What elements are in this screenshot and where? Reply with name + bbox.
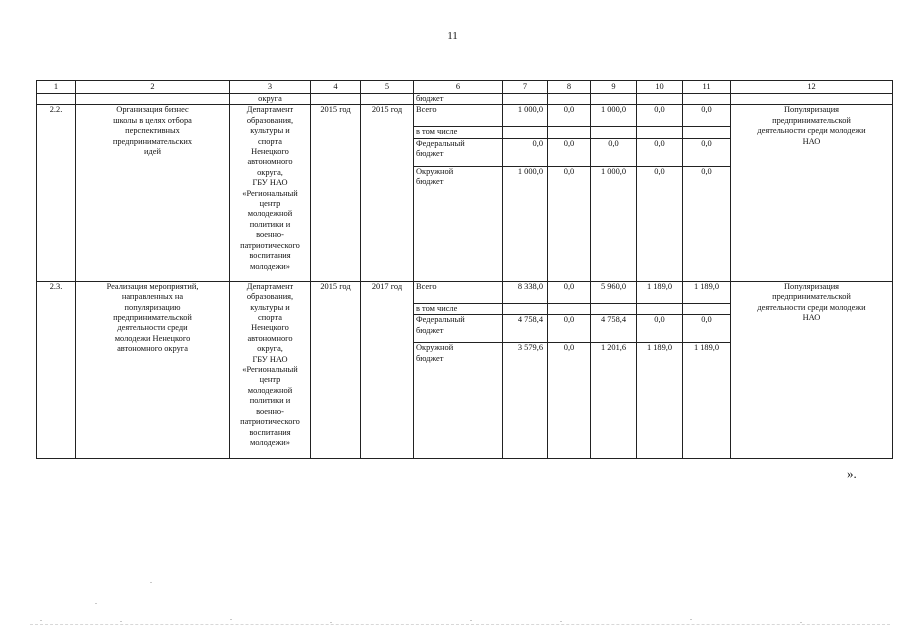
column-number: 5 <box>361 81 414 94</box>
funding-amount-col-7: 1 000,0 <box>503 166 548 281</box>
scan-speck <box>470 620 472 621</box>
funding-amount-col-11: 0,0 <box>683 138 731 166</box>
item-start-year: 2015 год <box>311 105 361 281</box>
text-line: предпринимательской <box>772 115 851 125</box>
text-line: предпринимательской <box>113 313 192 323</box>
scan-speck <box>40 620 42 621</box>
funding-amount-col-11 <box>683 303 731 314</box>
text-line: Окружной <box>416 166 454 176</box>
item-name <box>76 281 230 458</box>
text-line: округа, <box>257 344 283 354</box>
funding-source-label <box>414 315 503 343</box>
funding-amount-col-7 <box>503 127 548 138</box>
text-line: культуры и <box>250 302 290 312</box>
text-line: школы в целях отбора <box>113 115 192 125</box>
text-line: деятельности среди молодежи <box>757 302 866 312</box>
text-line: политики и <box>249 396 291 406</box>
funding-amount-col-8: 0,0 <box>548 138 591 166</box>
text-line: НАО <box>802 313 821 323</box>
funding-amount-col-10: 1 189,0 <box>637 281 683 303</box>
funding-amount-col-11: 0,0 <box>683 166 731 281</box>
text-line: бюджет <box>416 177 444 187</box>
funding-source-label <box>414 166 503 281</box>
funding-source-label <box>414 105 503 127</box>
column-number: 11 <box>683 81 731 94</box>
scan-artifact-line <box>30 624 890 625</box>
item-executor <box>230 105 311 281</box>
funding-amount-col-8 <box>548 303 591 314</box>
text-line: бюджет <box>416 353 444 363</box>
text-line: Федеральный <box>416 315 465 325</box>
item-number: 2.2. <box>37 105 76 281</box>
funding-amount-col-9: 5 960,0 <box>591 281 637 303</box>
funding-amount-col-10: 0,0 <box>637 138 683 166</box>
funding-amount-col-10: 0,0 <box>637 105 683 127</box>
text-line: центр <box>259 375 281 385</box>
funding-amount-col-11: 1 189,0 <box>683 281 731 303</box>
item-expected-result <box>731 281 893 458</box>
column-number: 12 <box>731 81 893 94</box>
program-row <box>37 105 893 127</box>
funding-amount-col-8: 0,0 <box>548 105 591 127</box>
text-line: «Региональный <box>242 365 298 375</box>
continuation-executor: округа <box>230 94 311 105</box>
text-line: Ненецкого <box>251 323 289 333</box>
funding-source-label <box>414 303 503 314</box>
funding-amount-col-9: 1 000,0 <box>591 105 637 127</box>
column-number: 1 <box>37 81 76 94</box>
text-line: Реализация мероприятий, <box>106 281 199 291</box>
text-line: молодежной <box>247 385 293 395</box>
scan-speck <box>230 619 232 620</box>
item-name <box>76 105 230 281</box>
item-expected-result <box>731 105 893 281</box>
text-line: в том числе <box>416 303 458 313</box>
funding-amount-col-9 <box>591 127 637 138</box>
text-line: воспитания <box>249 251 291 261</box>
funding-amount-col-10: 0,0 <box>637 315 683 343</box>
text-line: Организация бизнес <box>116 105 189 115</box>
column-number-row <box>37 81 893 94</box>
funding-amount-col-9 <box>591 303 637 314</box>
funding-amount-col-10 <box>637 303 683 314</box>
funding-amount-col-9: 0,0 <box>591 138 637 166</box>
funding-source-label <box>414 138 503 166</box>
text-line: ГБУ НАО <box>252 354 288 364</box>
text-line: Департамент <box>246 281 294 291</box>
text-line: Ненецкого <box>251 147 289 157</box>
funding-amount-col-8: 0,0 <box>548 343 591 459</box>
text-line: бюджет <box>416 325 444 335</box>
continuation-source: бюджет <box>414 94 503 105</box>
text-line: НАО <box>802 136 821 146</box>
text-line: центр <box>259 199 281 209</box>
text-line: популяризацию <box>124 302 181 312</box>
text-line: округа, <box>257 167 283 177</box>
text-line: молодежи» <box>250 261 290 271</box>
column-number: 9 <box>591 81 637 94</box>
text-line: военно- <box>256 230 284 240</box>
text-line: спорта <box>258 313 282 323</box>
text-line: ГБУ НАО <box>252 178 288 188</box>
text-line: предпринимательских <box>112 136 193 146</box>
funding-amount-col-7: 1 000,0 <box>503 105 548 127</box>
text-line: образования, <box>246 292 294 302</box>
funding-amount-col-7: 8 338,0 <box>503 281 548 303</box>
funding-amount-col-11 <box>683 127 731 138</box>
text-line: Популяризация <box>783 105 840 115</box>
text-line: образования, <box>246 115 294 125</box>
text-line: Федеральный <box>416 138 465 148</box>
funding-amount-col-8 <box>548 127 591 138</box>
text-line: Популяризация <box>783 281 840 291</box>
column-number: 3 <box>230 81 311 94</box>
funding-amount-col-10: 0,0 <box>637 166 683 281</box>
text-line: патриотического <box>240 240 300 250</box>
text-line: автономного <box>247 333 293 343</box>
item-end-year: 2017 год <box>361 281 414 458</box>
text-line: молодежной <box>247 209 293 219</box>
column-number: 4 <box>311 81 361 94</box>
text-line: Всего <box>416 105 437 115</box>
text-line: «Региональный <box>242 188 298 198</box>
text-line: деятельности среди молодежи <box>757 126 866 136</box>
text-line: молодежи Ненецкого <box>114 333 191 343</box>
funding-amount-col-9: 1 201,6 <box>591 343 637 459</box>
scan-speck <box>330 622 332 623</box>
funding-amount-col-8: 0,0 <box>548 315 591 343</box>
funding-amount-col-8: 0,0 <box>548 281 591 303</box>
text-line: перспективных <box>125 126 180 136</box>
text-line: военно- <box>256 406 284 416</box>
funding-amount-col-7: 4 758,4 <box>503 315 548 343</box>
scan-speck <box>95 603 97 604</box>
text-line: Департамент <box>246 105 294 115</box>
text-line: молодежи» <box>250 437 290 447</box>
item-start-year: 2015 год <box>311 281 361 458</box>
funding-amount-col-8: 0,0 <box>548 166 591 281</box>
text-line: культуры и <box>250 126 290 136</box>
budget-table <box>36 80 893 459</box>
column-number: 8 <box>548 81 591 94</box>
scan-speck <box>120 621 122 622</box>
funding-amount-col-11: 0,0 <box>683 105 731 127</box>
scan-speck <box>150 582 152 583</box>
column-number: 2 <box>76 81 230 94</box>
text-line: Окружной <box>416 343 454 353</box>
text-line: автономного <box>247 157 293 167</box>
funding-source-label <box>414 281 503 303</box>
scan-speck <box>560 621 562 622</box>
item-executor <box>230 281 311 458</box>
column-number: 6 <box>414 81 503 94</box>
continuation-row <box>37 94 893 105</box>
text-line: в том числе <box>416 127 458 137</box>
item-number: 2.3. <box>37 281 76 458</box>
column-number: 10 <box>637 81 683 94</box>
funding-amount-col-10: 1 189,0 <box>637 343 683 459</box>
funding-source-label <box>414 127 503 138</box>
text-line: деятельности среди <box>117 323 188 333</box>
page-number: 11 <box>447 30 458 42</box>
scan-speck <box>800 622 802 623</box>
text-line: направленных на <box>121 292 184 302</box>
closing-quote-mark: ». <box>847 466 857 481</box>
program-row <box>37 281 893 303</box>
funding-amount-col-7: 0,0 <box>503 138 548 166</box>
text-line: патриотического <box>240 417 300 427</box>
text-line: автономного округа <box>117 344 188 354</box>
text-line: идей <box>144 147 161 157</box>
scan-speck <box>690 619 692 620</box>
funding-amount-col-7 <box>503 303 548 314</box>
text-line: бюджет <box>416 149 444 159</box>
text-line: спорта <box>258 136 282 146</box>
text-line: Всего <box>416 281 437 291</box>
funding-amount-col-7: 3 579,6 <box>503 343 548 459</box>
funding-amount-col-9: 4 758,4 <box>591 315 637 343</box>
column-number: 7 <box>503 81 548 94</box>
funding-amount-col-10 <box>637 127 683 138</box>
funding-amount-col-11: 0,0 <box>683 315 731 343</box>
funding-amount-col-11: 1 189,0 <box>683 343 731 459</box>
funding-source-label <box>414 343 503 459</box>
item-end-year: 2015 год <box>361 105 414 281</box>
text-line: воспитания <box>249 427 291 437</box>
funding-amount-col-9: 1 000,0 <box>591 166 637 281</box>
text-line: политики и <box>249 219 291 229</box>
text-line: предпринимательской <box>772 292 851 302</box>
